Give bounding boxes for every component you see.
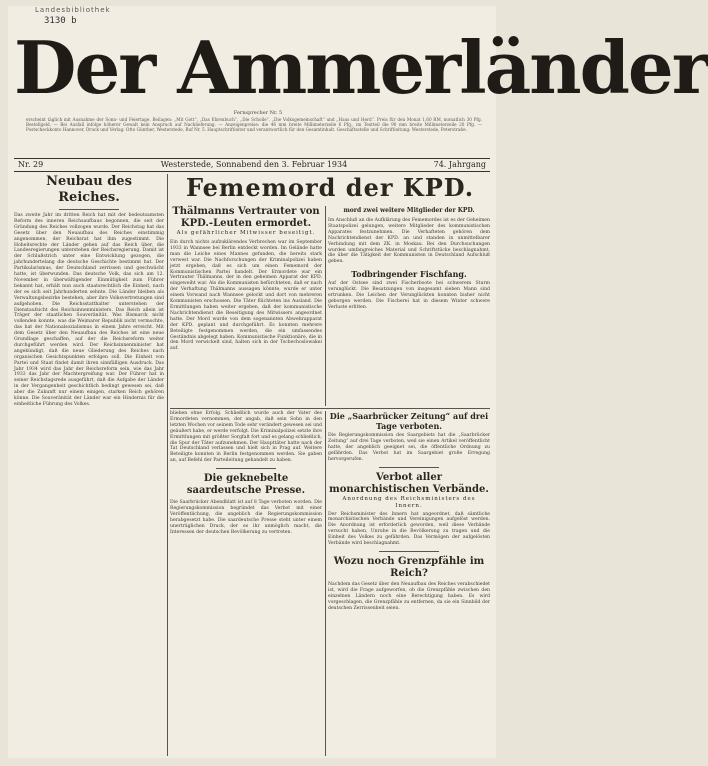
article-title-verbot: Verbot aller monarchistischen Verbände. (329, 471, 489, 495)
issue-number: Nr. 29 (18, 160, 44, 169)
article-text-saarpresse: Die Saarbrücker Abendblatt ist auf 8 Tage verboten worden. Die Regierungskommission begründet das Verbot mit einer Veröffentlichung, die angeblich die Regierungskommission herabgesetzt habe. Die saardeutsche Presse steht unter einem unerträglichen Druck, der es ihr unmöglich macht, die Interessen der deutschen Bevölkerung zu vertreten. (170, 500, 322, 535)
divider (59, 209, 119, 210)
issue-date: Westerstede, Sonnabend den 3. Februar 1934 (160, 160, 348, 169)
column-middle-bottom (170, 411, 322, 756)
article-title-saarpresse: Die geknebelte saardeutsche Presse. (186, 473, 306, 497)
volume: 74. Jahrgang (433, 160, 486, 169)
article-text-saarbruecker: Die Regierungskommission des Saargebiets hat die „Saarbrücker Zeitung“ auf drei Tage verboten, weil sie einen Artikel veröffentlicht hatte, der angeblich geeignet sei, die öffentliche Ordnung zu gefährden. Das Verbot hat im Saargebiet große Erregung hervorgerufen. (328, 433, 490, 462)
article-text-verbot: Der Reichsminister des Innern hat angeordnet, daß sämtliche monarchistischen Verbände und Vereinigungen aufgelöst werden. Die Anordnung ist erforderlich geworden, weil diese Verbände versucht haben, Unruhe in die Bevölkerung zu tragen und die Einheit des Volkes zu gefährden. Das Vermögen der aufgelösten Verbände wird beschlagnahmt. (328, 511, 490, 547)
headline-block (170, 174, 490, 206)
column-rule (167, 174, 168, 756)
column-middle-top (170, 206, 322, 406)
article-title-fischfang: Todbringender Fischfang. (351, 269, 467, 280)
article-subtitle-thaelmann: Als gefährlicher Mitwisser beseitigt. (176, 230, 316, 236)
column-rule (325, 411, 326, 756)
divider (379, 551, 439, 552)
divider (379, 467, 439, 468)
article-text-thaelmann: Ein durch nichts aufzuklärendes Verbrechen war im September 1933 in Wannsee bei Berlin entdeckt worden. Im Gelände hatte man die Leiche eines Mannes gefunden, die bereits stark verwest war. Die Nachforschungen der Kriminalpolizei haben jetzt ergeben, daß es sich um einen Fememord der Kommunistischen Partei handelt. Der Ermordete war ein Vertrauter Thälmanns, der in den geheimen Apparat der KPD. eingeweiht war. Als die Kommunisten befürchteten, daß er nach der Verhaftung Thälmanns aussagen könnte, wurde er unter einem Vorwand nach Wannsee gelockt und dort von mehreren Kommunisten erschossen. Die Täter flüchteten ins Ausland. Die Ermittlungen haben weiter ergeben, daß der kommunistische Nachrichtendienst die Beseitigung des Mitwissers angeordnet hatte. Der Mord wurde von dem sogenannten Abwehrapparat der KPD. geplant und durchgeführt. Es konnten mehrere Beteiligte festgenommen werden, die ein umfassendes Geständnis abgelegt haben. Kommunistische Funktionäre, die in den Mord verwickelt sind, halten sich in der Tschechoslowakei auf. (170, 240, 322, 352)
article-title-thaelmann: Thälmanns Vertrauter von KPD.-Leuten ermordet. (172, 206, 320, 229)
dateline (14, 158, 490, 172)
shelfmark: 3130 b (44, 16, 77, 26)
article-text-fememord-right: Im Anschluß an die Aufklärung des Fememordes ist es der Geheimen Staatspolizei gelungen, weitere Mitglieder des kommunistischen Apparates festzunehmen. Die Verhafteten gehören dem Nachrichtendienst der KPD. an und standen in unmittelbarer Verbindung mit dem ZK. in Moskau. Bei den Durchsuchungen wurden umfangreiches Material und Schriftstücke beschlagnahmt, die über die Tätigkeit der Kommunisten in Deutschland Aufschluß geben. (328, 218, 490, 265)
article-title-grenzpfaehle: Wozu noch Grenzpfähle im Reich? (333, 555, 485, 579)
column-rule (325, 206, 326, 406)
article-text-fischfang: Auf der Ostsee sind zwei Fischerboote bei schwerem Sturm verunglückt. Die Besatzungen von insgesamt sieben Mann sind ertrunken. Die Leichen der Verunglückten konnten bisher nicht geborgen werden. Die Fischerei hat in diesem Winter schwere Verluste erlitten. (328, 281, 490, 310)
article-text-continuation: blieben ohne Erfolg. Schließlich wurde auch der Vater des Ermordeten vernommen, der angab, daß sein Sohn in den letzten Wochen vor seinem Tode sehr verändert gewesen sei und geäußert habe, er werde verfolgt. Die Kriminalpolizei setzte ihre Ermittlungen mit größter Sorgfalt fort und es gelang schließlich, die Spur der Täter aufzunehmen. Der Haupttäter hatte nach der Tat Deutschland verlassen und hielt sich in Prag auf. Weitere Beteiligte konnten in Berlin festgenommen werden. Sie gaben an, auf Befehl der Parteileitung gehandelt zu haben. (170, 411, 322, 464)
headline-fememord: Fememord der KPD. (185, 173, 475, 202)
column-right-bottom (328, 411, 490, 756)
article-text-grenzpfaehle: Nachdem das Gesetz über den Neuaufbau des Reiches verabschiedet ist, wird die Frage aufgeworfen, ob die Grenzpfähle zwischen den einzelnen Ländern noch eine Berechtigung haben. Es wird vorgeschlagen, die Grenzpfähle zu entfernen, da sie ein Sinnbild der deutschen Zerrissenheit seien. (328, 581, 490, 611)
article-title-neubau: Neubau des Reiches. (46, 174, 132, 205)
masthead-title: Der Ammerländer (14, 25, 708, 110)
column-right-top (328, 206, 490, 406)
divider (216, 468, 276, 469)
article-text-neubau: Das zweite Jahr im dritten Reich hat mit der bedeutsamsten Reform des inneren Reichsaufbaus begonnen, die seit der Gründung des Reiches vollzogen wurde. Der Reichstag hat das Gesetz über den Neuaufbau des Reiches einstimmig angenommen, der Reichsrat hat ihm zugestimmt. Die Hoheitsrechte der Länder gehen auf das Reich über, die Landesregierungen unterstehen der Reichsregierung. Damit ist der Schlußstrich unter eine Entwicklung gezogen, die jahrhundertelang die deutsche Geschichte bestimmt hat. Der Partikularismus, der Deutschland zerrissen und geschwächt hatte, ist überwunden. Das deutsche Volk, das sich am 12. November in überwältigender Einmütigkeit zum Führer bekannt hat, erhält nun auch staatsrechtlich die Einheit, nach der es sich seit Jahrhunderten sehnte. Die Länder bleiben als Verwaltungsbezirke bestehen, aber ihre Volksvertretungen sind aufgehoben. Die Reichsstatthalter unterstehen der Dienstaufsicht des Reichsinnenministers. Das Reich allein ist Träger der staatlichen Souveränität. Was Bismarck nicht vollenden konnte, was die Weimarer Republik nicht vermochte, das hat der Nationalsozialismus in einem Jahre erreicht. Mit dem Gesetz über den Neuaufbau des Reiches ist eine neue Grundlage geschaffen, auf der die Reichsreform weiter durchgeführt werden wird. Der Reichsinnenminister hat angekündigt, daß die neue Gliederung des Reiches nach organischen Gesichtspunkten erfolgen soll. Die Einheit von Partei und Staat findet damit ihren sinnfälligen Ausdruck. Das Jahr 1934 wird das Jahr der Reichsreform sein, wie das Jahr 1933 das Jahr der Machtergreifung war. Der Führer hat in seiner Reichstagsrede ausgeführt, daß die Aufgabe der Länder in der Vergangenheit geschichtlich bedingt gewesen sei, daß aber die Zukunft nur einem einigen, starken Reich gehören könne. Die Souveränität der Länder war ein Hindernis für die einheitliche Führung des Volkes. (14, 213, 164, 407)
newspaper-page (8, 6, 708, 758)
phone-number: Fernsprecher Nr. 5 (233, 110, 283, 116)
article-title-saarbruecker: Die „Saarbrücker Zeitung“ auf drei Tage verboten. (329, 411, 489, 431)
article-title-fememord-right: mord zwei weitere Mitglieder der KPD. (343, 207, 475, 214)
article-subtitle-verbot: Anordnung des Reichsministers des Innern. (342, 495, 476, 509)
column-left (14, 174, 164, 754)
horizontal-rule (170, 408, 490, 409)
library-stamp: Landesbibliothek (35, 6, 111, 14)
subscription-info: erscheint täglich mit Ausnahme der Sonn- und Feiertage. Beilagen: „Mit Gott“, „Das Ehrenbuch“, „Die Scholle“, „Die Volksgemeinschaft“ und „Haus und Herd“. Preis für den Monat 1,60 RM, monatlich 30 Pfg. Bestellgeld. — Bei Ausfall infolge höherer Gewalt kein Anspruch auf Nachlieferung. — Anzeigenpreise: die 46 mm breite Millimeterzeile 6 Pfg., im Textteil die 90 mm breite Millimeterzeile 20 Pfg. — Postscheckkonto Hannover, Druck und Verlag: Otto Günther, Westerstede, Ruf Nr. 5. Hauptschriftleiter und verantwortlich für den Gesamtinhalt. Geschäftsstelle und Schriftleitung: Westerstede, Peterstraße. (26, 117, 482, 133)
